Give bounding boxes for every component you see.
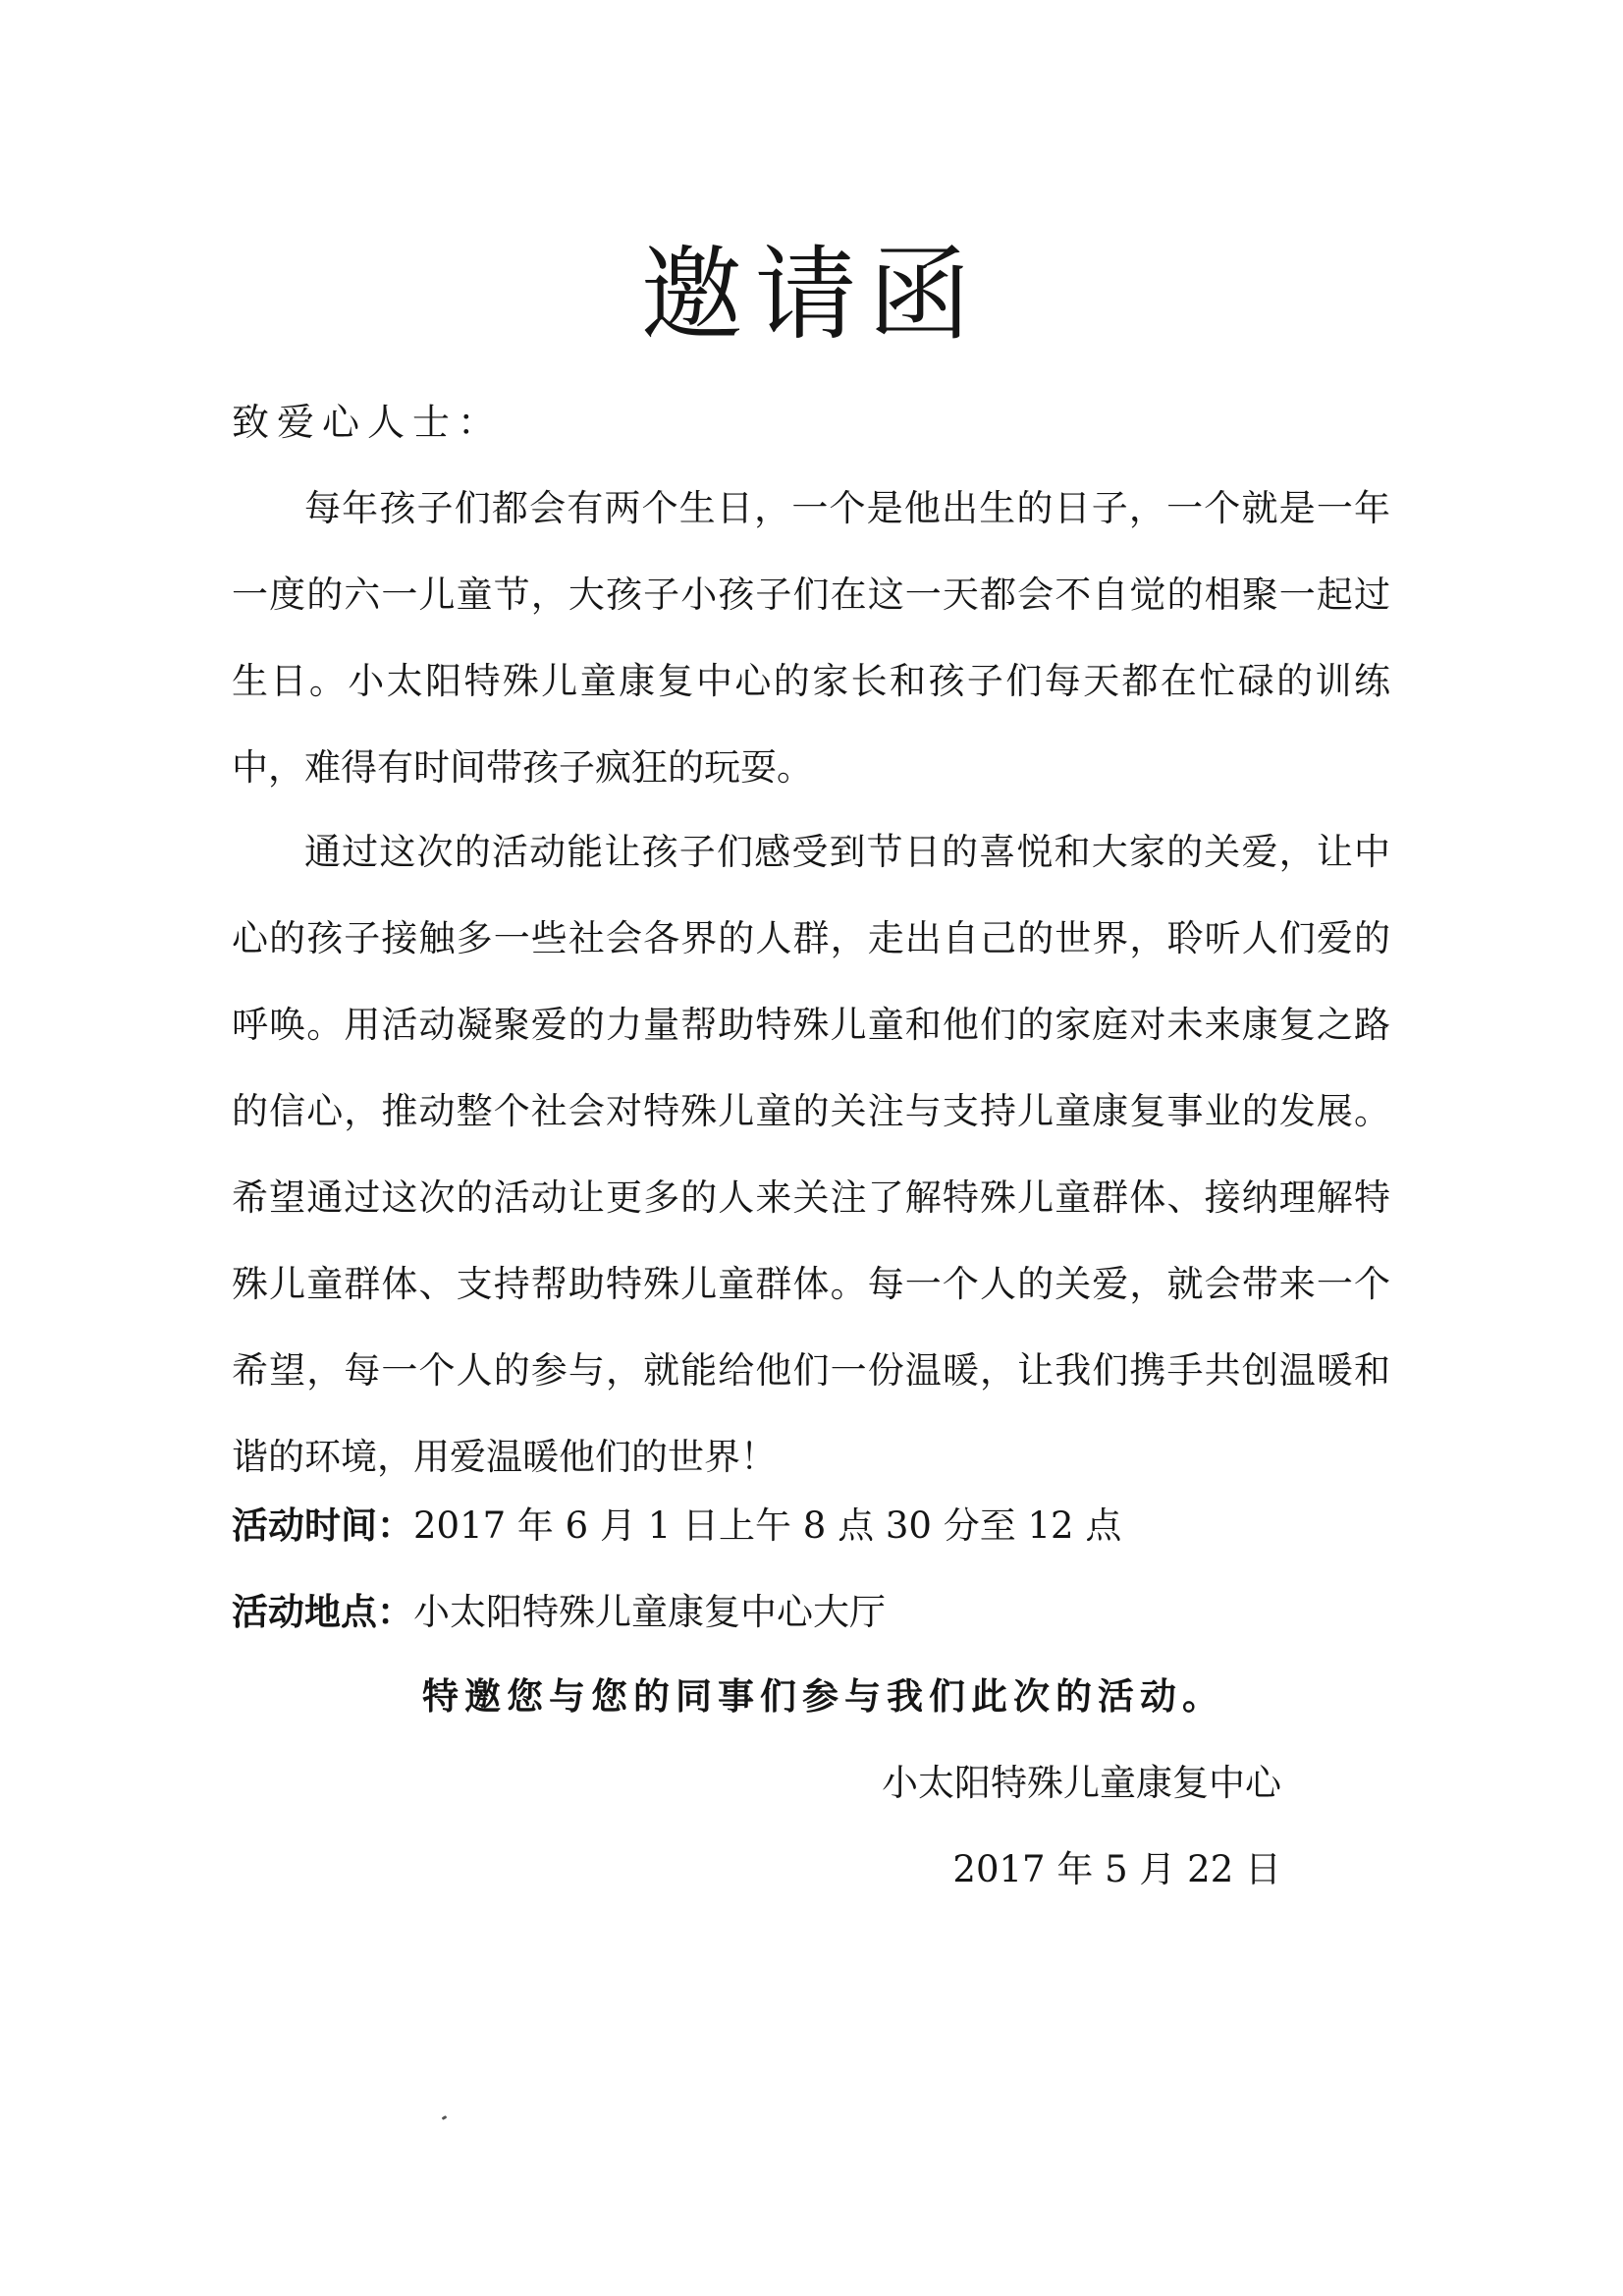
salutation: 致爱心人士： xyxy=(232,401,504,444)
letter-title: 邀请函 xyxy=(640,235,983,355)
body-paragraph-1: 每年孩子们都会有两个生日，一个是他出生的日子，一个就是一年一度的六一儿童节，大孩子小孩子们在这一天都会不自觉的相聚一起过生日。小太阳特殊儿童康复中心的家长和孩子们每天都在忙碌的训练中，难得有时间带孩子疯狂的玩耍。 xyxy=(232,487,1390,789)
invitation-line: 特邀您与您的同事们参与我们此次的活动。 xyxy=(422,1675,1224,1718)
event-place-label: 活动地点： xyxy=(232,1591,413,1633)
event-time-line xyxy=(232,1497,1390,1556)
event-place-line xyxy=(232,1583,1390,1642)
signature-organization: 小太阳特殊儿童康复中心 xyxy=(882,1762,1281,1804)
event-time-value: 2017 年 6 月 1 日上午 8 点 30 分至 12 点 xyxy=(413,1504,1122,1547)
letter-date: 2017 年 5 月 22 日 xyxy=(952,1848,1281,1890)
scan-speck-mark xyxy=(442,2115,448,2120)
event-place-value: 小太阳特殊儿童康复中心大厅 xyxy=(413,1591,886,1633)
body-paragraph-2: 通过这次的活动能让孩子们感受到节日的喜悦和大家的关爱，让中心的孩子接触多一些社会各界的人群，走出自己的世界，聆听人们爱的呼唤。用活动凝聚爱的力量帮助特殊儿童和他们的家庭对未来康复之路的信心，推动整个社会对特殊儿童的关注与支持儿童康复事业的发展。希望通过这次的活动让更多的人来关注了解特殊儿童群体、接纳理解特殊儿童群体、支持帮助特殊儿童群体。每一个人的关爱，就会带来一个希望，每一个人的参与，就能给他们一份温暖，让我们携手共创温暖和谐的环境，用爱温暖他们的世界！ xyxy=(232,831,1390,1478)
event-time-label: 活动时间： xyxy=(232,1504,413,1547)
